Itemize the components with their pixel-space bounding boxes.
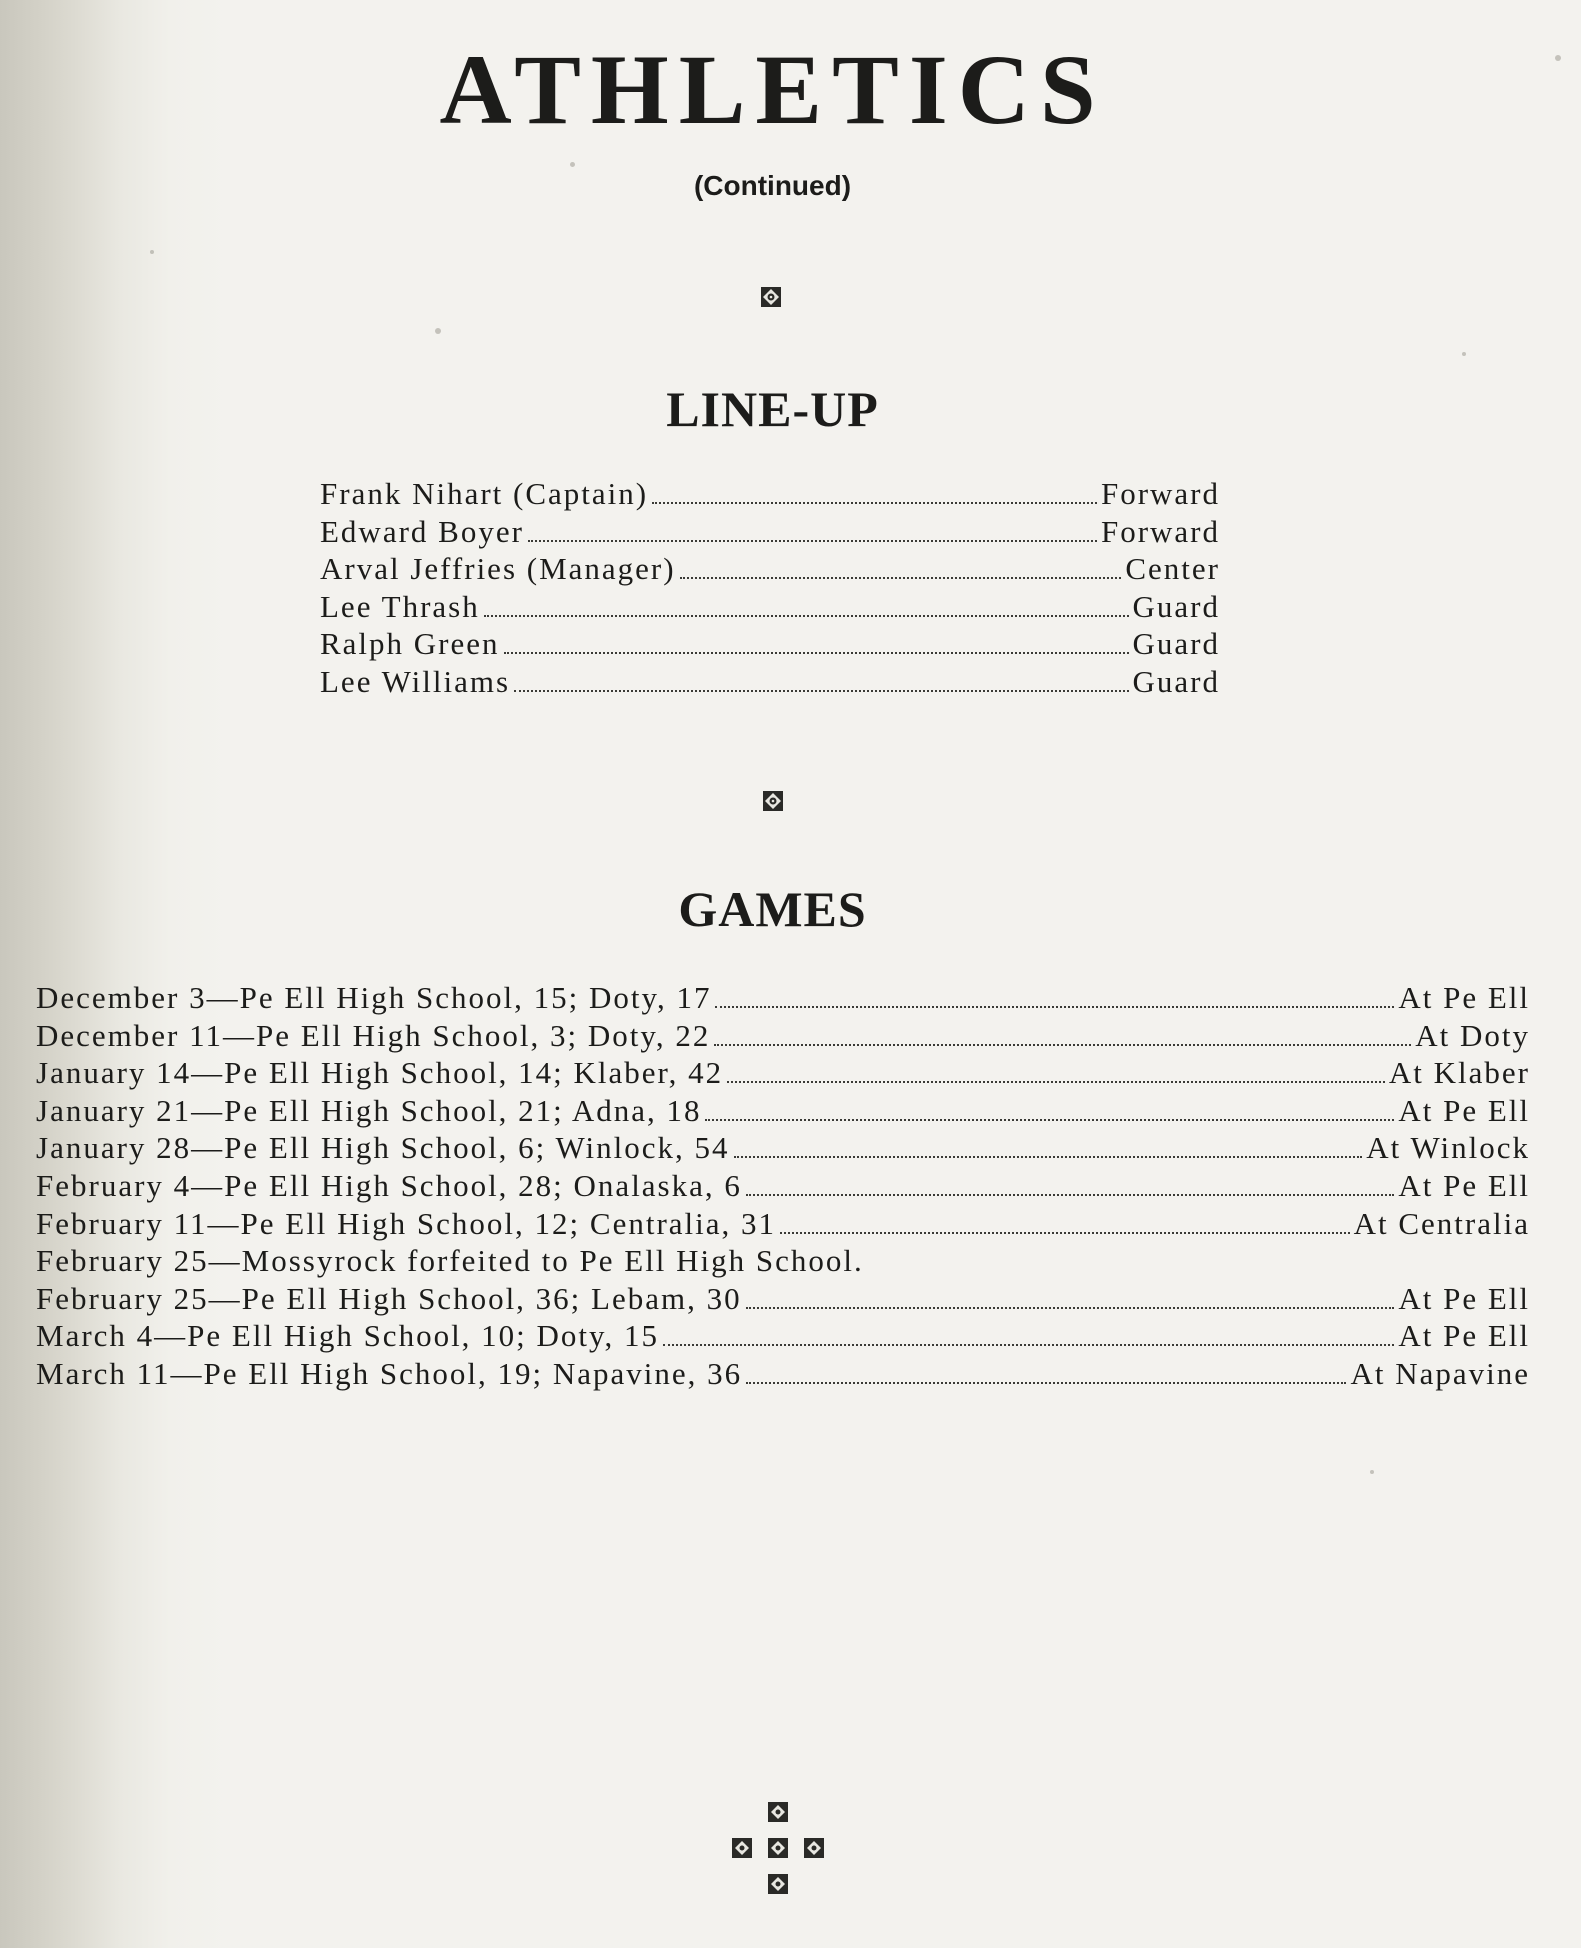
game-row xyxy=(36,1055,1530,1093)
game-row xyxy=(36,1168,1530,1206)
player-name: Edward Boyer xyxy=(320,513,524,549)
cross-ornament-icon xyxy=(728,1800,828,1900)
game-location: At Centralia xyxy=(1353,1205,1530,1241)
player-position: Guard xyxy=(1132,663,1220,699)
game-row xyxy=(36,1018,1530,1056)
game-row xyxy=(36,1206,1530,1244)
game-location: At Pe Ell xyxy=(1398,1280,1530,1316)
game-result: December 11—Pe Ell High School, 3; Doty, 22 xyxy=(36,1017,711,1053)
player-name: Frank Nihart (Captain) xyxy=(320,476,649,511)
paper-speck xyxy=(1370,1470,1374,1474)
dot-leader xyxy=(663,1344,1394,1346)
dot-leader xyxy=(484,615,1129,617)
games-heading: GAMES xyxy=(678,881,867,937)
dot-leader xyxy=(715,1006,1394,1008)
dot-leader xyxy=(714,1044,1411,1046)
dot-leader xyxy=(705,1119,1394,1121)
diamond-flower-ornament-icon xyxy=(760,286,782,308)
game-location: At Pe Ell xyxy=(1398,1318,1530,1354)
game-row-forfeit xyxy=(36,1243,1530,1281)
paper-speck xyxy=(435,328,441,334)
dot-leader xyxy=(780,1232,1350,1234)
lineup-heading: LINE-UP xyxy=(666,381,879,437)
page-title: ATHLETICS xyxy=(439,34,1106,145)
dot-leader xyxy=(528,540,1097,542)
game-result: January 28—Pe Ell High School, 6; Winlock, 54 xyxy=(36,1130,730,1166)
game-result: February 25—Pe Ell High School, 36; Lebam, 30 xyxy=(36,1280,742,1316)
lineup-row xyxy=(320,626,1220,664)
dot-leader xyxy=(746,1382,1346,1384)
lineup-row xyxy=(320,514,1220,552)
lineup-row xyxy=(320,551,1220,589)
game-result: December 3—Pe Ell High School, 15; Doty, 17 xyxy=(36,980,712,1015)
game-location: At Klaber xyxy=(1388,1055,1530,1091)
game-row xyxy=(36,980,1530,1018)
game-location: At Pe Ell xyxy=(1398,980,1530,1015)
player-name: Lee Williams xyxy=(320,663,511,699)
game-row xyxy=(36,1356,1530,1394)
lineup-row xyxy=(320,476,1220,514)
game-location: At Napavine xyxy=(1350,1355,1530,1391)
player-name: Ralph Green xyxy=(320,626,500,661)
game-result: February 4—Pe Ell High School, 28; Onalaska, 6 xyxy=(36,1167,742,1203)
game-result: February 25—Mossyrock forfeited to Pe Ell High School. xyxy=(36,1243,864,1279)
game-result: February 11—Pe Ell High School, 12; Centralia, 31 xyxy=(36,1205,777,1241)
game-location: At Doty xyxy=(1415,1017,1530,1053)
player-position: Forward xyxy=(1100,513,1220,549)
lineup-row xyxy=(320,589,1220,627)
game-result: March 4—Pe Ell High School, 10; Doty, 15 xyxy=(36,1318,660,1354)
game-result: March 11—Pe Ell High School, 19; Napavine, 36 xyxy=(36,1355,743,1391)
lineup-list xyxy=(320,476,1220,701)
player-position: Guard xyxy=(1132,588,1220,624)
player-position: Forward xyxy=(1100,476,1220,511)
player-name: Lee Thrash xyxy=(320,588,480,624)
dot-leader xyxy=(734,1156,1363,1158)
dot-leader xyxy=(746,1194,1394,1196)
paper-speck xyxy=(1555,55,1561,61)
player-position: Center xyxy=(1125,551,1220,586)
diamond-flower-ornament-icon xyxy=(762,790,784,812)
player-name: Arval Jeffries (Manager) xyxy=(320,551,676,586)
game-location: At Pe Ell xyxy=(1398,1092,1530,1128)
game-result: January 14—Pe Ell High School, 14; Klaber, 42 xyxy=(36,1055,724,1091)
dot-leader xyxy=(504,652,1129,654)
page-subtitle: (Continued) xyxy=(693,170,852,201)
game-row xyxy=(36,1318,1530,1356)
dot-leader xyxy=(727,1081,1385,1083)
games-list xyxy=(36,980,1530,1394)
paper-speck xyxy=(570,162,575,167)
game-location: At Pe Ell xyxy=(1398,1167,1530,1203)
lineup-row xyxy=(320,664,1220,702)
dot-leader xyxy=(514,690,1128,692)
player-position: Guard xyxy=(1132,626,1220,661)
game-row xyxy=(36,1093,1530,1131)
dot-leader xyxy=(746,1307,1395,1309)
game-location: At Winlock xyxy=(1366,1130,1530,1166)
dot-leader xyxy=(652,502,1097,504)
game-row xyxy=(36,1281,1530,1319)
game-row xyxy=(36,1130,1530,1168)
paper-speck xyxy=(150,250,154,254)
game-result: January 21—Pe Ell High School, 21; Adna, 18 xyxy=(36,1092,702,1128)
dot-leader xyxy=(680,577,1122,579)
paper-speck xyxy=(1462,352,1466,356)
